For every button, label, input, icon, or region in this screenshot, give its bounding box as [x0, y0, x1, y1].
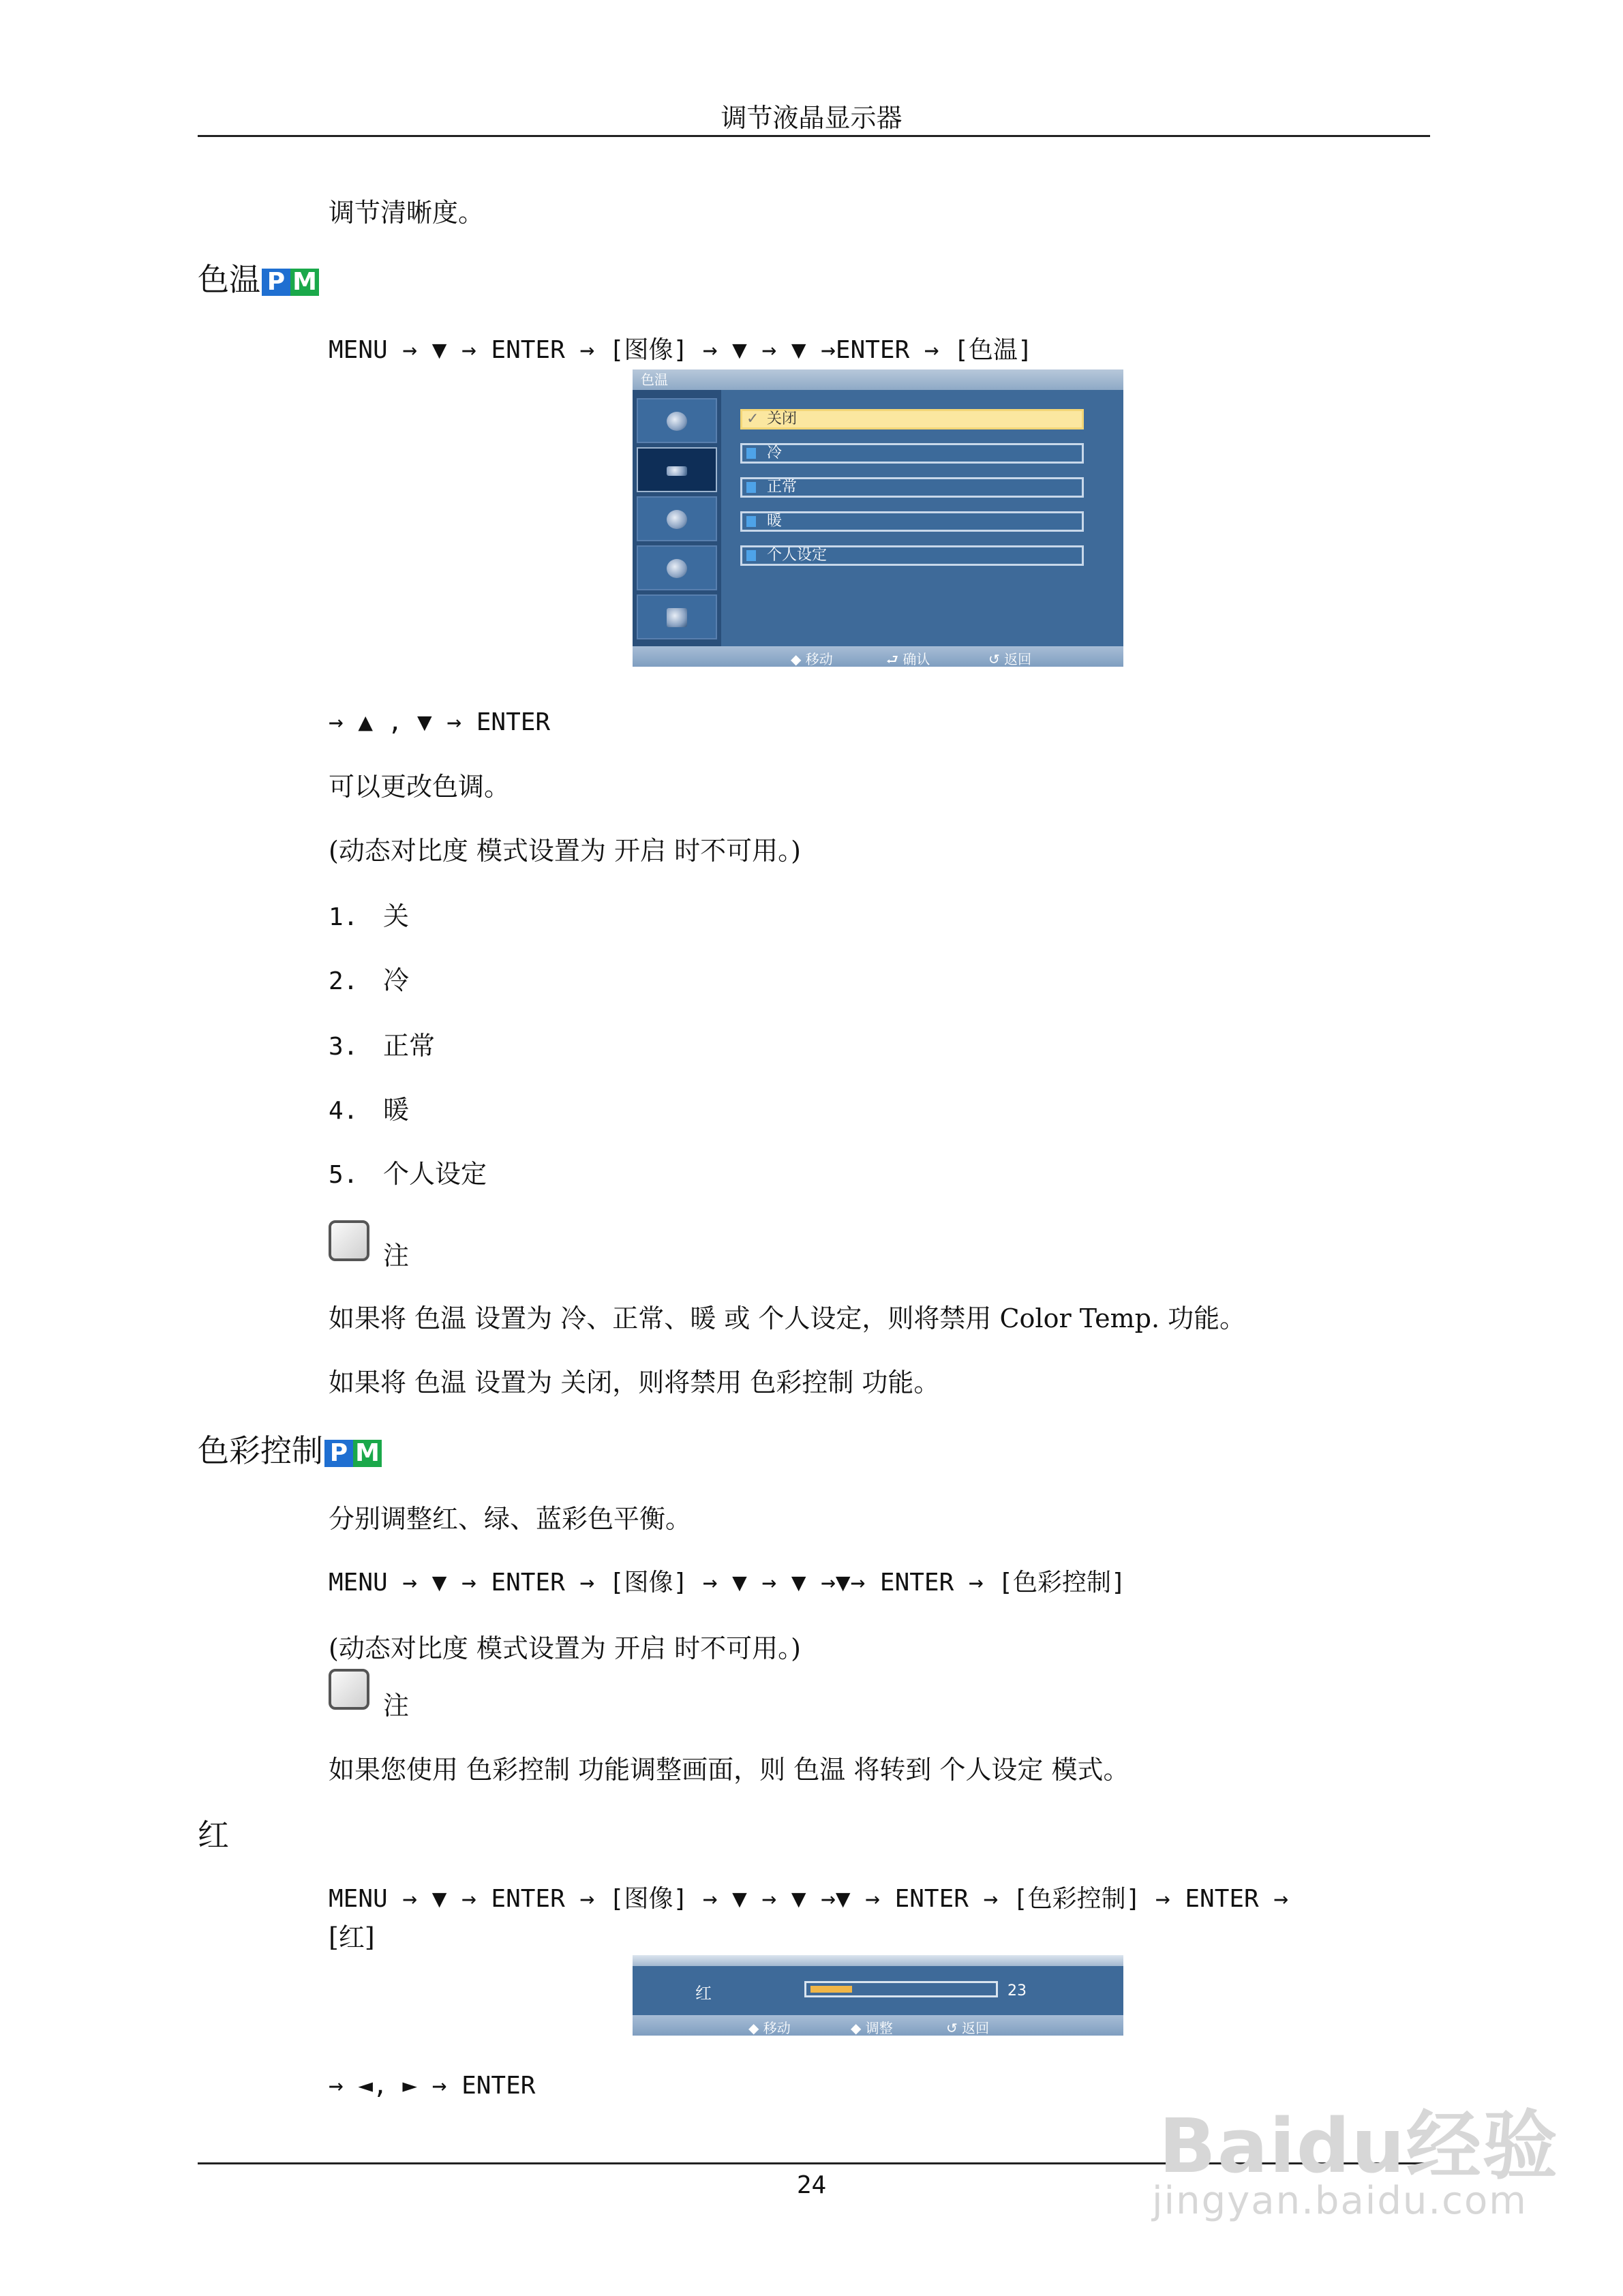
osd-red-value: 23 [1007, 1982, 1027, 1999]
osd-tab-input-icon [637, 398, 717, 443]
osd-footer-confirm: ⮐ 确认 [886, 651, 930, 667]
osd-item-cool: 冷 [740, 443, 1084, 464]
color-control-desc: 分别调整红、绿、蓝彩色平衡。 [329, 1504, 692, 1534]
list-item: 3. 正常 [329, 1031, 436, 1061]
color-control-restriction: (动态对比度 模式设置为 开启 时不可用。) [329, 1633, 801, 1663]
color-control-menu-path: MENU → ▼ → ENTER → [图像] → ▼ → ▼ →▼→ ENTER → [色彩控制] [329, 1569, 1126, 1597]
osd-footer-back: ↺ 返回 [988, 651, 1032, 667]
watermark-logo: Baidu经验 [1159, 2102, 1559, 2190]
osd-item-off: ✓ 关闭 [740, 409, 1084, 429]
red-menu-path-line1: MENU → ▼ → ENTER → [图像] → ▼ → ▼ →▼ → ENTER → [色彩控制] → ENTER → [329, 1885, 1289, 1913]
osd-color-temp-screenshot [633, 369, 1123, 667]
note-label: 注 [383, 1691, 410, 1721]
red-title: 红 [198, 1817, 229, 1854]
section-title-color-temp [198, 259, 319, 300]
pm-badge-m: M [290, 269, 319, 296]
osd-footer [633, 2015, 1123, 2036]
osd-tab-picture-icon [637, 447, 717, 492]
list-item: 2. 冷 [329, 965, 410, 995]
osd-red-label: 红 [695, 1984, 712, 2003]
color-temp-nav: → ▲ , ▼ → ENTER [329, 708, 551, 736]
item-marker-icon [746, 516, 756, 527]
osd-tab-multi-icon [637, 594, 717, 639]
color-temp-restriction: (动态对比度 模式设置为 开启 时不可用。) [329, 836, 801, 866]
red-nav: → ◄, ► → ENTER [329, 2072, 536, 2100]
intro-text: 调节清晰度。 [329, 198, 485, 228]
color-temp-desc: 可以更改色调。 [329, 772, 511, 802]
pm-badge-icon [324, 1440, 382, 1467]
pm-badge-p: P [262, 269, 290, 296]
pm-badge-m: M [353, 1440, 382, 1467]
osd-footer-move: ◆ 移动 [791, 651, 833, 667]
osd-tab-setup-icon [637, 545, 717, 590]
red-menu-path-line2: [红] [329, 1922, 375, 1952]
note-icon [329, 1669, 369, 1710]
color-control-title: 色彩控制 [198, 1432, 323, 1469]
osd-footer-back: ↺ 返回 [946, 2020, 990, 2036]
note-label: 注 [383, 1241, 410, 1271]
osd-tab-sound-icon [637, 496, 717, 541]
osd-sidebar [633, 390, 721, 646]
osd-item-normal: 正常 [740, 477, 1084, 498]
section-title-color-control [198, 1430, 382, 1471]
color-temp-note-2: 如果将 色温 设置为 关闭，则将禁用 色彩控制 功能。 [329, 1368, 940, 1398]
item-marker-icon [746, 482, 756, 493]
page-number: 24 [796, 2171, 827, 2199]
color-temp-menu-path: MENU → ▼ → ENTER → [图像] → ▼ → ▼ →ENTER → [色温] [329, 336, 1033, 364]
color-temp-title: 色温 [198, 261, 260, 298]
osd-footer [633, 646, 1123, 667]
osd-red-slider [804, 1981, 998, 1997]
osd-footer-adjust: ◆ 调整 [851, 2020, 893, 2036]
osd-item-warm: 暖 [740, 511, 1084, 532]
item-marker-icon [746, 448, 756, 459]
osd-red-slider-fill [810, 1986, 852, 1993]
color-control-note: 如果您使用 色彩控制 功能调整画面，则 色温 将转到 个人设定 模式。 [329, 1755, 1129, 1785]
note-icon [329, 1220, 369, 1261]
watermark-url: jingyan.baidu.com [1152, 2179, 1528, 2223]
list-item: 4. 暖 [329, 1095, 410, 1125]
osd-red-screenshot [633, 1955, 1123, 2036]
pm-badge-p: P [324, 1440, 353, 1467]
pm-badge-icon [262, 269, 319, 296]
color-temp-note-1: 如果将 色温 设置为 冷、正常、暖 或 个人设定，则将禁用 Color Temp. 功能。 [329, 1303, 1246, 1333]
running-header: 调节液晶显示器 [721, 103, 902, 133]
list-item: 1. 关 [329, 901, 410, 931]
header-rule [198, 135, 1430, 137]
osd-item-custom: 个人设定 [740, 545, 1084, 566]
check-icon: ✓ [746, 410, 759, 427]
item-marker-icon [746, 550, 756, 561]
osd-title: 色温 [633, 369, 1123, 390]
osd-footer-move: ◆ 移动 [748, 2020, 791, 2036]
list-item: 5. 个人设定 [329, 1159, 487, 1189]
